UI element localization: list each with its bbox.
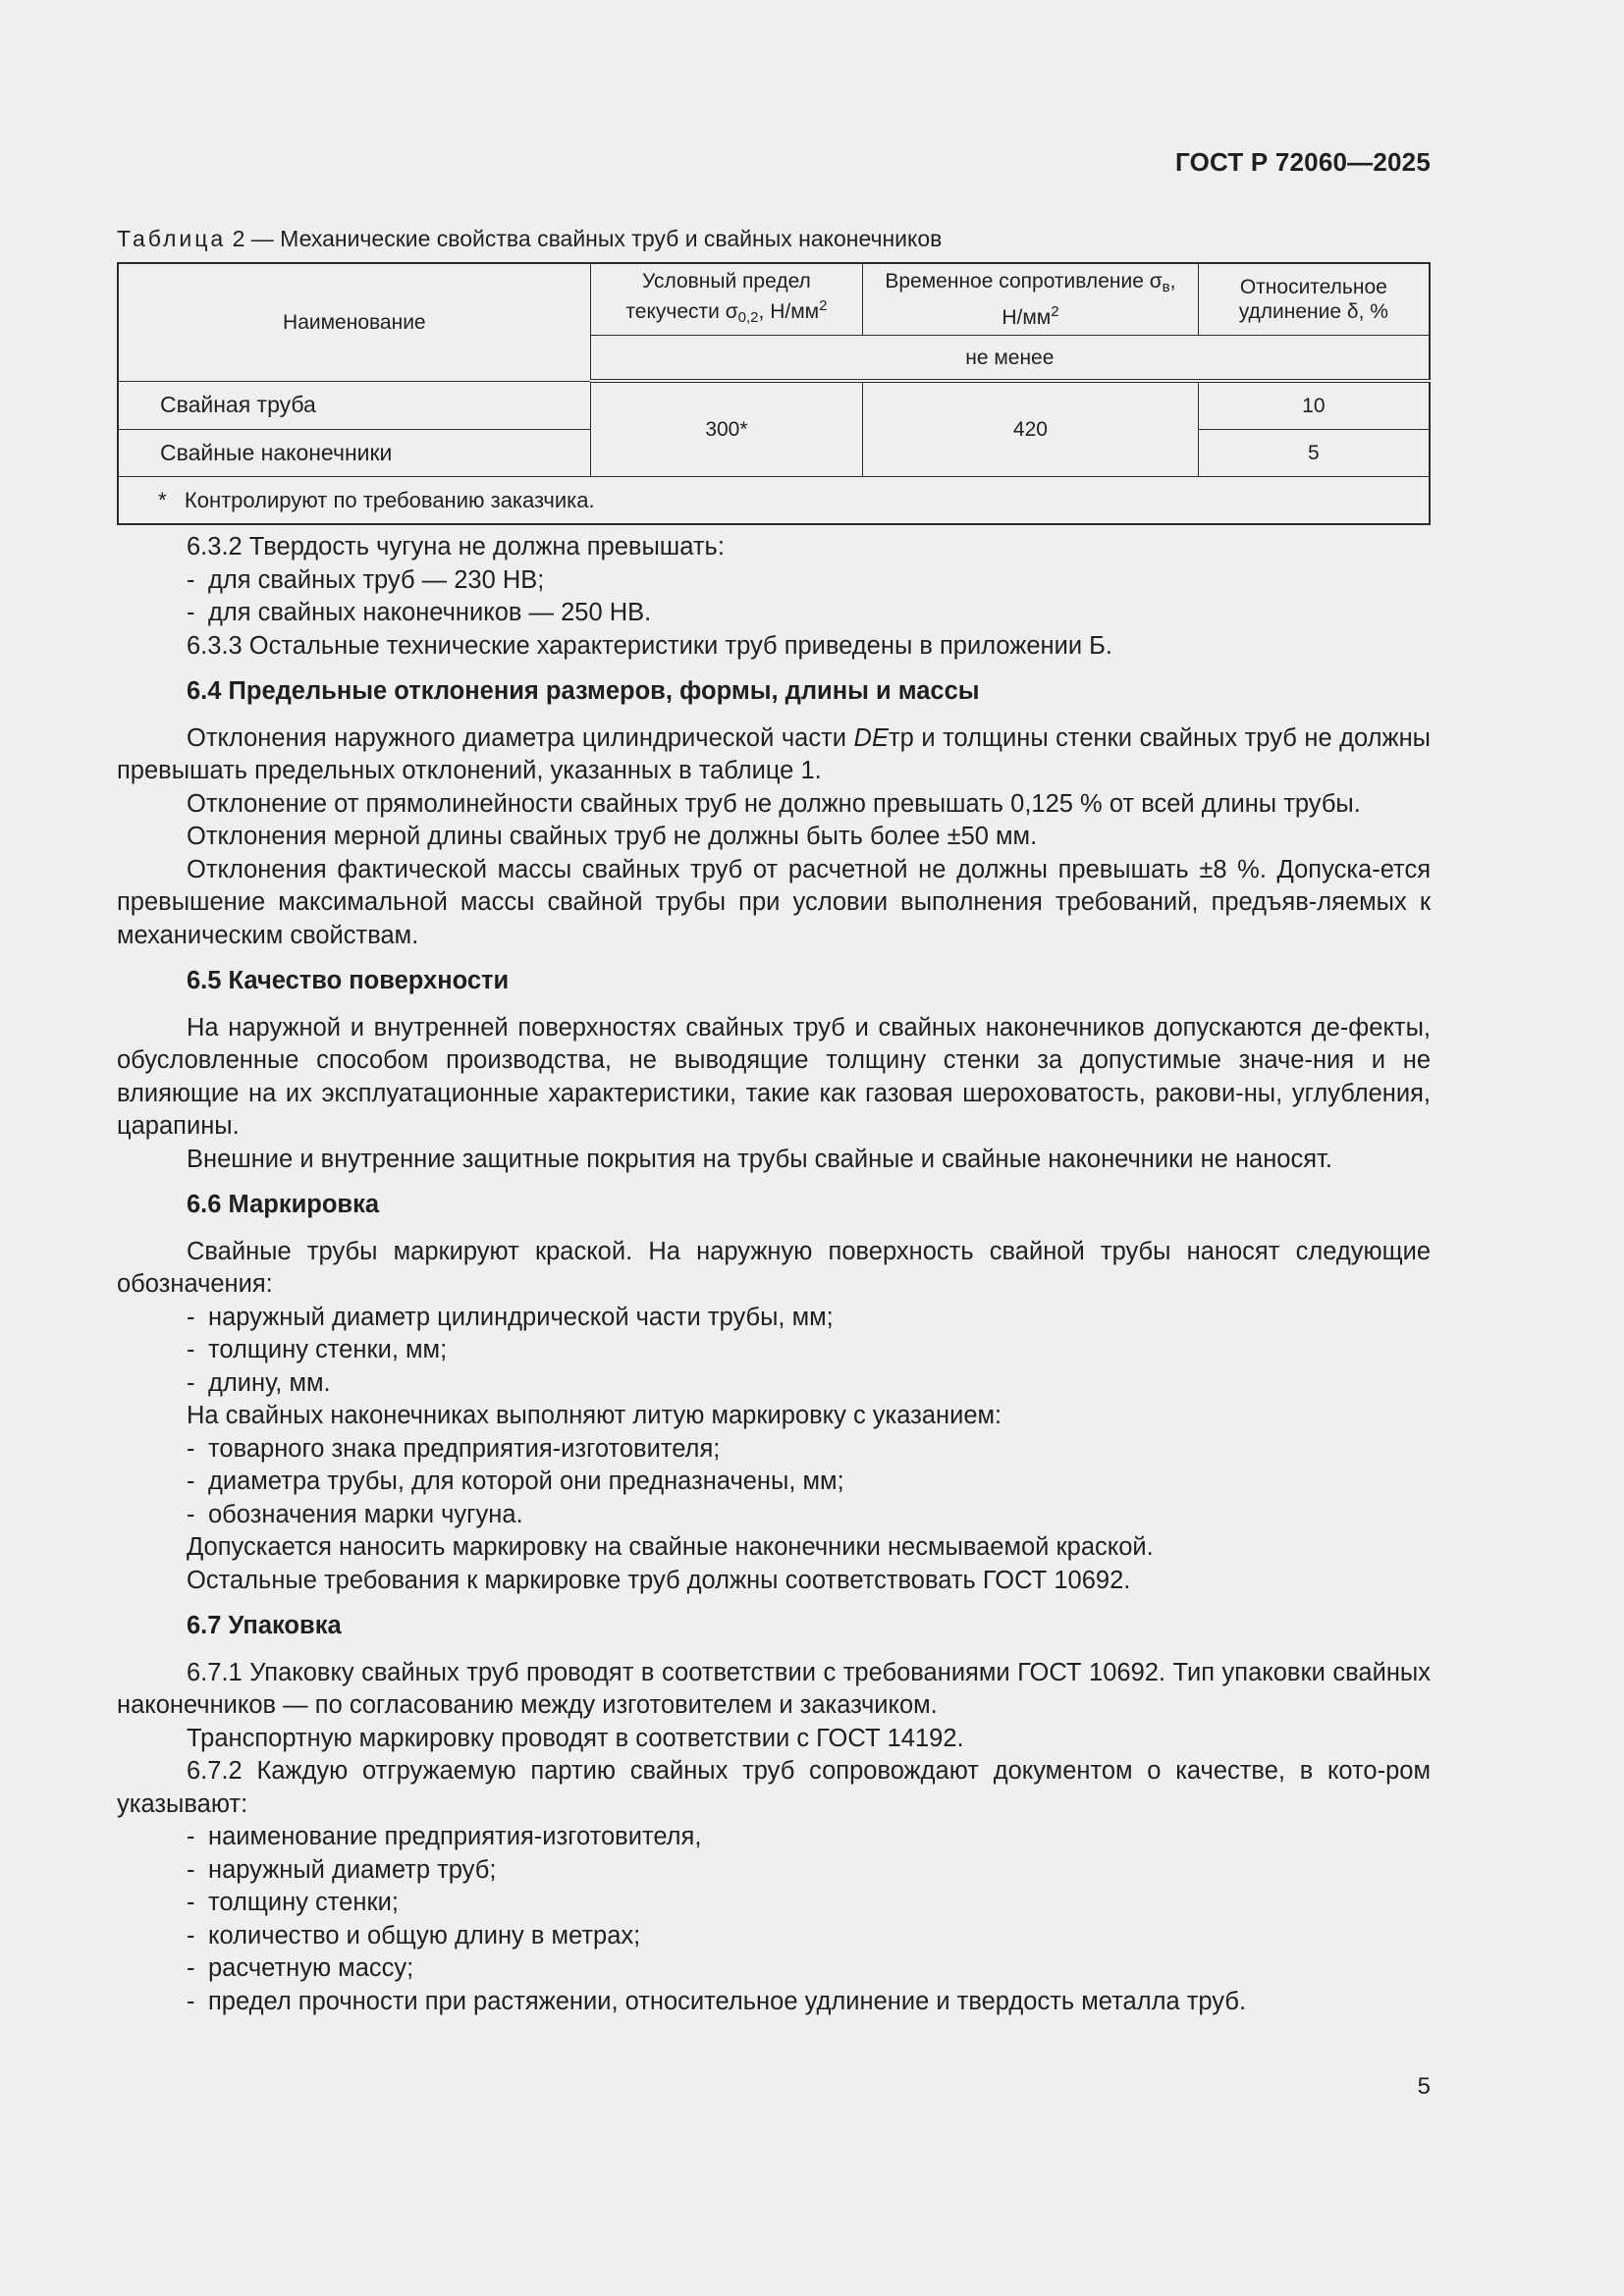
list-item (117, 1302, 1431, 1335)
list-item-text: наименование предприятия-изготовителя, (208, 1823, 702, 1850)
paragraph: Остальные требования к маркировке труб должны соответствовать ГОСТ 10692. (187, 1566, 1131, 1594)
table-footnote (118, 477, 1430, 525)
list-dash: - (187, 1921, 195, 1949)
paragraph: 6.7.2 Каждую отгружаемую партию свайных труб сопровождают документом о качестве, в кото-ром указывают: (117, 1757, 1431, 1818)
table-header-row (118, 263, 1430, 336)
header-tensile-line1: Временное сопротивление σ (885, 270, 1163, 293)
row-name-pipe: Свайная труба (118, 381, 590, 430)
list-dash: - (187, 1855, 195, 1884)
header-tensile-superscript: 2 (1051, 303, 1059, 320)
paragraph: Допускается наносить маркировку на свайные наконечники несмываемой краской. (187, 1533, 1154, 1561)
list-dash: - (187, 1303, 195, 1331)
header-elongation-line2: удлинение δ, % (1238, 300, 1388, 323)
table-row (118, 381, 1430, 430)
mechanical-properties-table (117, 262, 1431, 525)
table-footnote-row (118, 477, 1430, 525)
paragraph (117, 722, 1431, 788)
heading-6-7: 6.7 Упаковка (187, 1612, 342, 1639)
list-item (117, 1367, 1431, 1401)
list-item-text: толщину стенки, мм; (208, 1336, 448, 1363)
list-item (117, 1887, 1431, 1920)
paragraph: Отклонения мерной длины свайных труб не должны быть более ±50 мм. (187, 823, 1038, 850)
table-caption-title: 2 — Механические свойства свайных труб и свайных наконечников (226, 226, 943, 251)
paragraph-text: Отклонения наружного диаметра цилиндрической части (187, 723, 854, 752)
list-item-text: для свайных наконечников — 250 НВ. (208, 599, 652, 626)
list-item-text: диаметра трубы, для которой они предназначены, мм; (208, 1468, 844, 1495)
heading-6-6: 6.6 Маркировка (187, 1191, 380, 1218)
list-item (117, 1854, 1431, 1888)
header-elongation-line1: Относительное (1239, 276, 1387, 298)
list-dash: - (187, 1368, 195, 1397)
row-elongation-pipe: 10 (1198, 381, 1430, 430)
paragraph-text: тр и толщины стенки свайных труб не должны превышать предельных отклонений, указанных в таблице 1. (117, 723, 1431, 784)
list-item-text: наружный диаметр труб; (208, 1855, 497, 1884)
header-tensile-comma: , (1169, 270, 1176, 293)
list-item (117, 1952, 1431, 1986)
list-item (117, 1433, 1431, 1467)
header-elongation-cell (1198, 263, 1430, 336)
paragraph: Внешние и внутренние защитные покрытия на трубы свайные и свайные наконечники не наносят. (187, 1145, 1332, 1173)
page-content (117, 224, 1431, 2018)
list-item-text: толщину стенки; (208, 1889, 399, 1916)
list-dash: - (187, 1500, 195, 1528)
not-less-cell: не менее (590, 336, 1430, 382)
paragraph: На свайных наконечниках выполняют литую маркировку с указанием: (187, 1402, 1002, 1429)
page-number: 5 (1417, 2073, 1431, 2100)
paragraph: Транспортную маркировку проводят в соответствии с ГОСТ 14192. (187, 1724, 964, 1752)
header-yield-line1: Условный предел (642, 270, 811, 293)
list-item (117, 1986, 1431, 2019)
list-item (117, 564, 1431, 598)
table-caption-prefix: Таблица (117, 226, 227, 251)
list-dash: - (187, 1823, 195, 1850)
footnote-text: Контролируют по требованию заказчика. (184, 488, 595, 512)
row-name-tips: Свайные наконечники (118, 430, 590, 477)
header-yield-cell (590, 263, 863, 336)
yield-value-cell: 300* (590, 381, 863, 477)
list-item (117, 1334, 1431, 1367)
list-item-text: для свайных труб — 230 НВ; (208, 565, 545, 594)
list-dash: - (187, 1889, 195, 1916)
list-dash: - (187, 565, 195, 594)
paragraph: Отклонения фактической массы свайных труб от расчетной не должны превышать ±8 %. Допуска-ется превышение максимальной массы свайной трубы при условии выполнения требований, предъяв-ляемых к механическим свойствам. (117, 855, 1431, 949)
header-yield-subscript: 0,2 (737, 309, 759, 326)
list-item-text: предел прочности при растяжении, относительное удлинение и твердость металла труб. (208, 1987, 1247, 2015)
list-dash: - (187, 1468, 195, 1495)
list-item-text: наружный диаметр цилиндрической части трубы, мм; (208, 1303, 834, 1331)
header-name-cell (118, 263, 590, 381)
section-6-3-2: 6.3.2 Твердость чугуна не должна превышать: (187, 533, 725, 561)
list-item-text: обозначения марки чугуна. (208, 1500, 523, 1528)
paragraph: На наружной и внутренней поверхностях свайных труб и свайных наконечников допускаются де-фекты, обусловленные способом производства, не выводящие толщину стенки за допустимые значе-ния и не влияющие на их эксплуатационные характеристики, такие как газовая шероховатость, ракови-ны, углубления, царапины. (117, 1013, 1431, 1140)
paragraph: 6.7.1 Упаковку свайных труб проводят в соответствии с требованиями ГОСТ 10692. Тип упаковки свайных наконечников — по согласованию между изготовителем и заказчиком. (117, 1658, 1431, 1719)
tensile-value-cell: 420 (863, 381, 1198, 477)
list-dash: - (187, 1987, 195, 2015)
paragraph-italic-symbol: DE (853, 723, 889, 752)
paragraph: Отклонение от прямолинейности свайных труб не должно превышать 0,125 % от всей длины трубы. (187, 789, 1361, 818)
document-code: ГОСТ Р 72060—2025 (1175, 147, 1431, 177)
list-dash: - (187, 1434, 195, 1463)
list-item-text: длину, мм. (208, 1368, 331, 1397)
list-dash: - (187, 1954, 195, 1982)
heading-6-5: 6.5 Качество поверхности (187, 967, 510, 994)
header-name-label: Наименование (283, 310, 426, 334)
header-tensile-unit: Н/мм (1001, 306, 1052, 329)
row-elongation-tips: 5 (1198, 430, 1430, 477)
list-item (117, 1821, 1431, 1854)
paragraph: Свайные трубы маркируют краской. На наружную поверхность свайной трубы наносят следующие обозначения: (117, 1237, 1431, 1298)
list-item (117, 1466, 1431, 1499)
list-item (117, 1499, 1431, 1532)
list-item-text: количество и общую длину в метрах; (208, 1921, 641, 1949)
header-yield-superscript: 2 (819, 297, 828, 314)
list-item-text: расчетную массу; (208, 1954, 414, 1982)
header-yield-unit: , Н/мм (758, 300, 820, 323)
header-tensile-cell (863, 263, 1198, 336)
section-6-3-3: 6.3.3 Остальные технические характеристики труб приведены в приложении Б. (187, 631, 1113, 660)
list-item-text: товарного знака предприятия-изготовителя; (208, 1434, 721, 1463)
footnote-mark: * (158, 488, 167, 512)
list-dash: - (187, 599, 195, 626)
list-item (117, 597, 1431, 630)
header-tensile-subscript: в (1162, 279, 1170, 295)
list-item (117, 1920, 1431, 1953)
header-yield-line2: текучести σ (625, 300, 738, 323)
table-caption (117, 224, 1431, 253)
heading-6-4: 6.4 Предельные отклонения размеров, формы, длины и массы (187, 677, 980, 705)
list-dash: - (187, 1336, 195, 1363)
